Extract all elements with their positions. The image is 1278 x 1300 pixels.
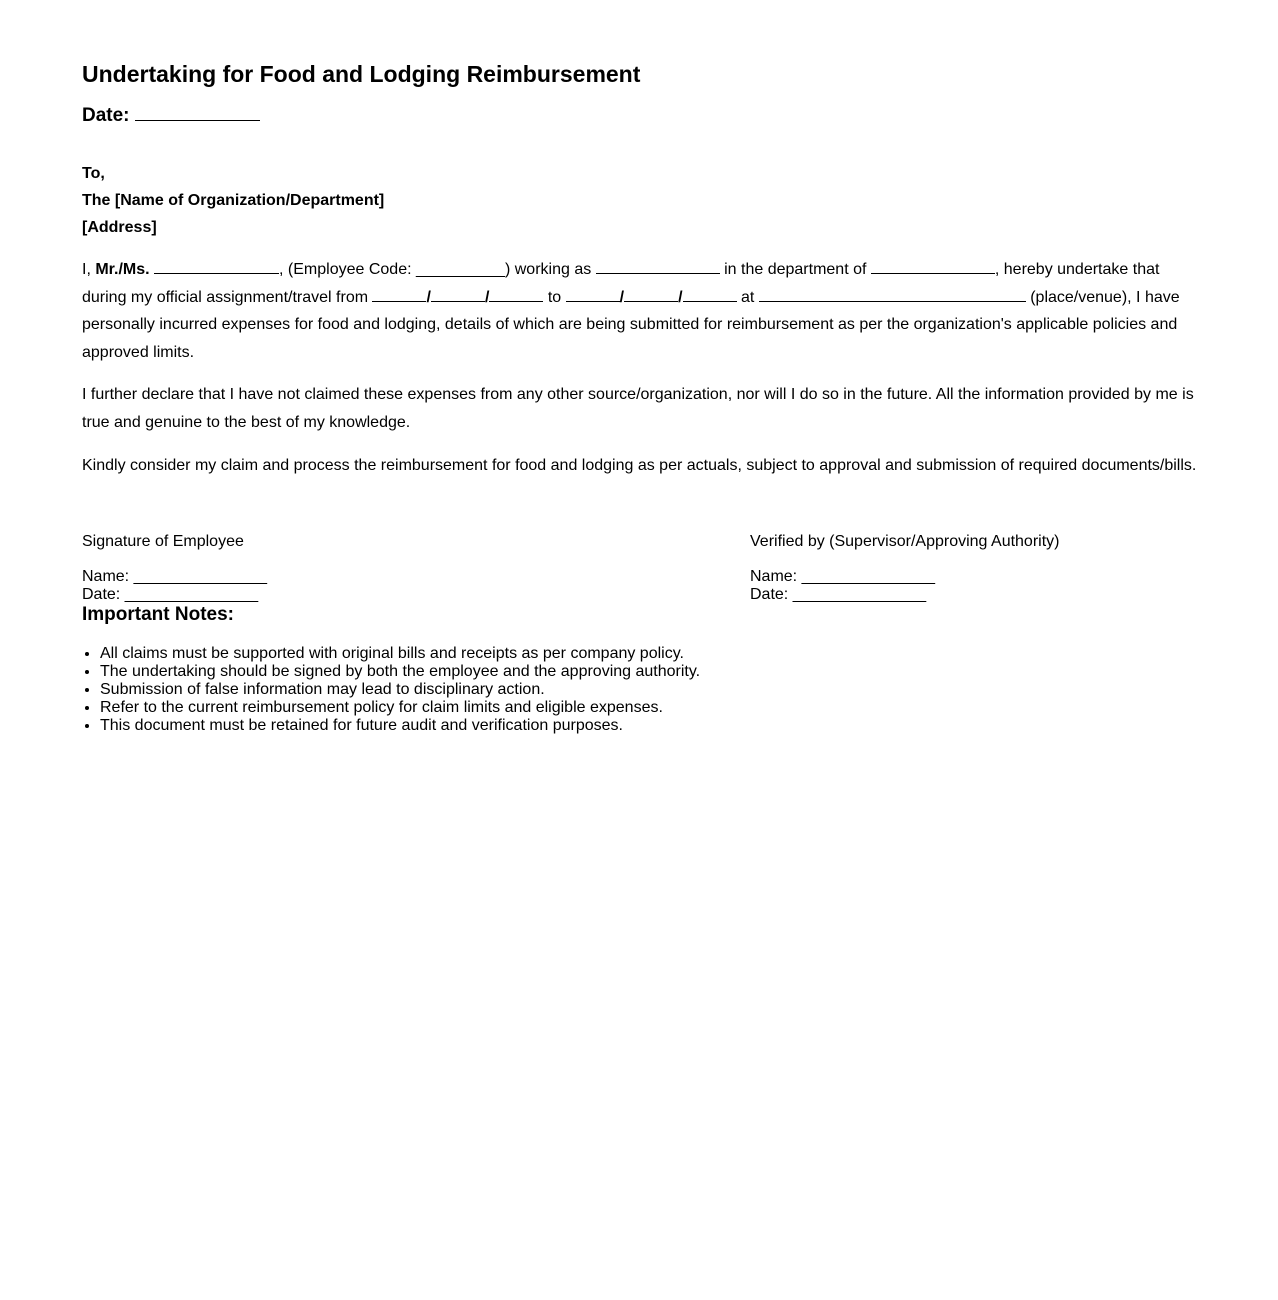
- date-slash: /: [426, 288, 431, 306]
- date-label: Date:: [82, 105, 130, 126]
- verifier-name-field[interactable]: Name: _______________: [750, 567, 936, 585]
- p1-text-5: to: [543, 288, 566, 306]
- list-item: • Refer to the current reimbursement policy for claim limits and eligible expenses.: [100, 699, 1198, 717]
- date-slash: /: [484, 288, 490, 306]
- employee-signature-label: Signature of Employee: [82, 532, 244, 550]
- from-day-blank[interactable]: [372, 284, 426, 302]
- to-label: To,: [82, 165, 105, 182]
- to-year-blank[interactable]: [683, 284, 737, 302]
- employee-name-blank[interactable]: [154, 256, 279, 274]
- p1-text-2: , (Employee Code: __________) working as: [279, 261, 596, 278]
- verifier-signature-block: [750, 532, 1250, 604]
- p1-text-4: , hereby undertake that during my official assignment/travel from: [82, 261, 1160, 306]
- date-slash: /: [619, 288, 625, 306]
- notes-heading: Important Notes:: [82, 603, 234, 625]
- list-item: • All claims must be supported with original bills and receipts as per company policy.: [100, 645, 1198, 663]
- p1-text-1: I,: [82, 261, 96, 278]
- request-paragraph: Kindly consider my claim and process the reimbursement for food and lodging as per actuals, subject to approval and submission of required documents/bills.: [82, 457, 1197, 474]
- signature-section: [82, 532, 1198, 604]
- p1-text-6: at: [736, 288, 759, 306]
- date-slash: /: [678, 288, 683, 306]
- recipient-block: [82, 160, 1198, 241]
- organization-line: The [Name of Organization/Department]: [82, 192, 385, 209]
- from-year-blank[interactable]: [489, 284, 543, 302]
- to-month-blank[interactable]: [624, 284, 678, 302]
- designation-blank[interactable]: [596, 256, 720, 274]
- to-day-blank[interactable]: [566, 284, 620, 302]
- list-item: • This document must be retained for future audit and verification purposes.: [100, 717, 1198, 735]
- date-blank[interactable]: [135, 103, 260, 121]
- document-title: Undertaking for Food and Lodging Reimbursement: [82, 61, 641, 87]
- from-month-blank[interactable]: [431, 284, 485, 302]
- undertaking-paragraph: [82, 256, 1198, 366]
- employee-name-field[interactable]: Name: _______________: [82, 567, 268, 585]
- date-line: [82, 103, 1198, 128]
- title-prefix: Mr./Ms.: [95, 261, 150, 278]
- place-blank[interactable]: [759, 284, 1026, 302]
- employee-signature-block: [82, 532, 582, 604]
- employee-date-field[interactable]: Date: _______________: [82, 585, 259, 603]
- verifier-date-field[interactable]: Date: _______________: [750, 585, 927, 603]
- address-line: [Address]: [82, 219, 157, 236]
- declaration-paragraph: I further declare that I have not claimed these expenses from any other source/organization, nor will I do so in the future. All the information provided by me is true and genuine to the best of my knowledge.: [82, 386, 1194, 431]
- department-blank[interactable]: [871, 256, 995, 274]
- list-item: • The undertaking should be signed by both the employee and the approving authority.: [100, 663, 1198, 681]
- p1-text-3: in the department of: [719, 261, 871, 278]
- verifier-signature-label: Verified by (Supervisor/Approving Authority): [750, 532, 1060, 550]
- p1-text-7: (place/venue), I have personally incurred expenses for food and lodging, details of which are being submitted for reimbursement as per the organization's applicable policies and approved limits.: [82, 288, 1180, 361]
- notes-list: [82, 645, 1198, 735]
- list-item: • Submission of false information may lead to disciplinary action.: [100, 681, 1198, 699]
- document-page: [82, 58, 1198, 735]
